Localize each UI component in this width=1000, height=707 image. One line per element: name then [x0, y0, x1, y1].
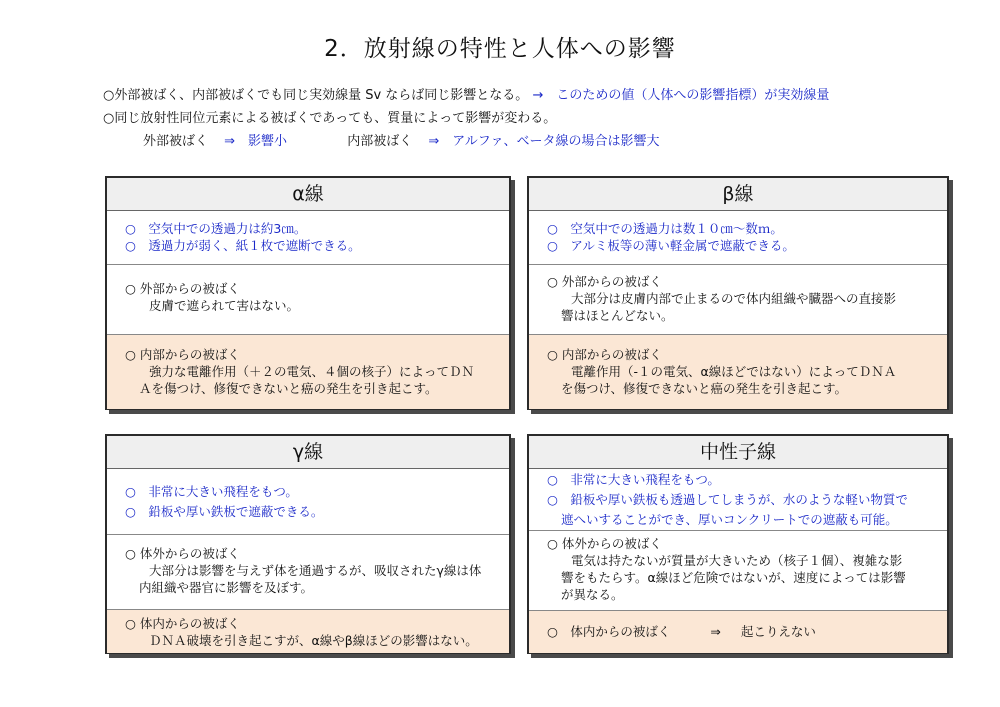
neutron-internal-row: [547, 623, 937, 640]
beta-external: [529, 265, 947, 335]
alpha-properties: [107, 211, 509, 265]
alpha-external-text-1: 皮膚で遮られて害はない。: [149, 298, 300, 313]
alpha-panel: [105, 176, 511, 410]
neutron-external-heading: ○ 体外からの被ばく: [547, 536, 662, 551]
intro-line-1-note: → このための値（人体への影響指標）が実効線量: [532, 88, 830, 103]
neutron-external-text-3: が異なる。: [561, 587, 624, 602]
external-effect: ⇒ 影響小: [224, 134, 288, 149]
gamma-external: [107, 535, 509, 610]
intro-line-2: ○同じ放射性同位元素による被ばくであっても、質量によって影響が変わる。: [103, 111, 557, 126]
internal-effect: ⇒ アルファ、ベータ線の場合は影響大: [428, 134, 660, 149]
page-title: 2．放射線の特性と人体への影響: [324, 36, 676, 62]
alpha-panel-title: α線: [107, 178, 509, 211]
gamma-prop-1: ○ 非常に大きい飛程をもつ。: [125, 484, 298, 499]
neutron-prop-3: 遮へいすることができ、厚いコンクリートでの遮蔽も可能。: [561, 512, 898, 527]
gamma-internal-heading: ○ 体内からの被ばく: [125, 616, 240, 631]
neutron-internal-result: 起こりえない: [740, 624, 816, 639]
beta-external-heading: ○ 外部からの被ばく: [547, 274, 662, 289]
alpha-internal-text-2: Ａを傷つけ、修復できないと癌の発生を引き起こす。: [139, 381, 438, 396]
neutron-panel-title: 中性子線: [529, 436, 947, 469]
beta-prop-2: ○ アルミ板等の薄い軽金属で遮蔽できる。: [547, 238, 795, 253]
gamma-internal-text-1: ＤＮＡ破壊を引き起こすが、α線やβ線ほどの影響はない。: [149, 633, 478, 648]
alpha-prop-1: ○ 空気中での透過力は約3㎝。: [125, 221, 307, 236]
beta-external-text-1: 大部分は皮膚内部で止まるので体内組織や臓器への直接影: [571, 291, 897, 306]
beta-panel-title: β線: [529, 178, 947, 211]
neutron-external: [529, 531, 947, 611]
intro-line-3: [143, 130, 659, 149]
intro-line-1: [103, 84, 829, 103]
gamma-panel: [105, 434, 511, 654]
neutron-internal-arrow: ⇒: [710, 624, 721, 639]
neutron-internal-heading: ○ 体内からの被ばく: [547, 624, 671, 639]
neutron-properties: [529, 469, 947, 531]
beta-properties: [529, 211, 947, 265]
neutron-prop-2: ○ 鉛板や厚い鉄板も透過してしまうが、水のような軽い物質で: [547, 492, 908, 507]
beta-panel: [527, 176, 949, 410]
gamma-external-text-2: 内組織や器官に影響を及ぼす。: [139, 580, 314, 595]
neutron-external-text-2: 響をもたらす。α線ほど危険ではないが、速度によっては影響: [561, 570, 906, 585]
beta-internal-text-1: 電離作用（-１の電気、α線ほどではない）によってＤＮＡ: [571, 364, 897, 379]
beta-internal: [529, 335, 947, 409]
external-label: 外部被ばく: [143, 134, 209, 149]
neutron-internal: [529, 611, 947, 653]
gamma-internal: [107, 610, 509, 653]
alpha-prop-2: ○ 透過力が弱く、紙１枚で遮断できる。: [125, 238, 361, 253]
internal-label: 内部被ばく: [347, 134, 413, 149]
alpha-internal-heading: ○ 内部からの被ばく: [125, 347, 240, 362]
neutron-prop-1: ○ 非常に大きい飛程をもつ。: [547, 472, 720, 487]
neutron-external-text-1: 電気は持たないが質量が大きいため（核子１個）、複雑な影: [571, 553, 903, 568]
intro-line-1-text: ○外部被ばく、内部被ばくでも同じ実効線量 Sv ならば同じ影響となる。: [103, 88, 529, 103]
neutron-panel: [527, 434, 949, 654]
alpha-external: [107, 265, 509, 335]
gamma-prop-2: ○ 鉛板や厚い鉄板で遮蔽できる。: [125, 504, 324, 519]
alpha-internal: [107, 335, 509, 409]
gamma-panel-title: γ線: [107, 436, 509, 469]
gamma-properties: [107, 469, 509, 535]
beta-internal-text-2: を傷つけ、修復できないと癌の発生を引き起こす。: [561, 381, 848, 396]
beta-internal-heading: ○ 内部からの被ばく: [547, 347, 662, 362]
alpha-external-heading: ○ 外部からの被ばく: [125, 281, 240, 296]
gamma-external-text-1: 大部分は影響を与えず体を通過するが、吸収されたγ線は体: [149, 563, 482, 578]
gamma-external-heading: ○ 体外からの被ばく: [125, 546, 240, 561]
alpha-internal-text-1: 強力な電離作用（＋２の電気、４個の核子）によってＤＮ: [149, 364, 475, 379]
beta-prop-1: ○ 空気中での透過力は数１０㎝～数ｍ。: [547, 221, 783, 236]
beta-external-text-2: 響はほとんどない。: [561, 308, 674, 323]
